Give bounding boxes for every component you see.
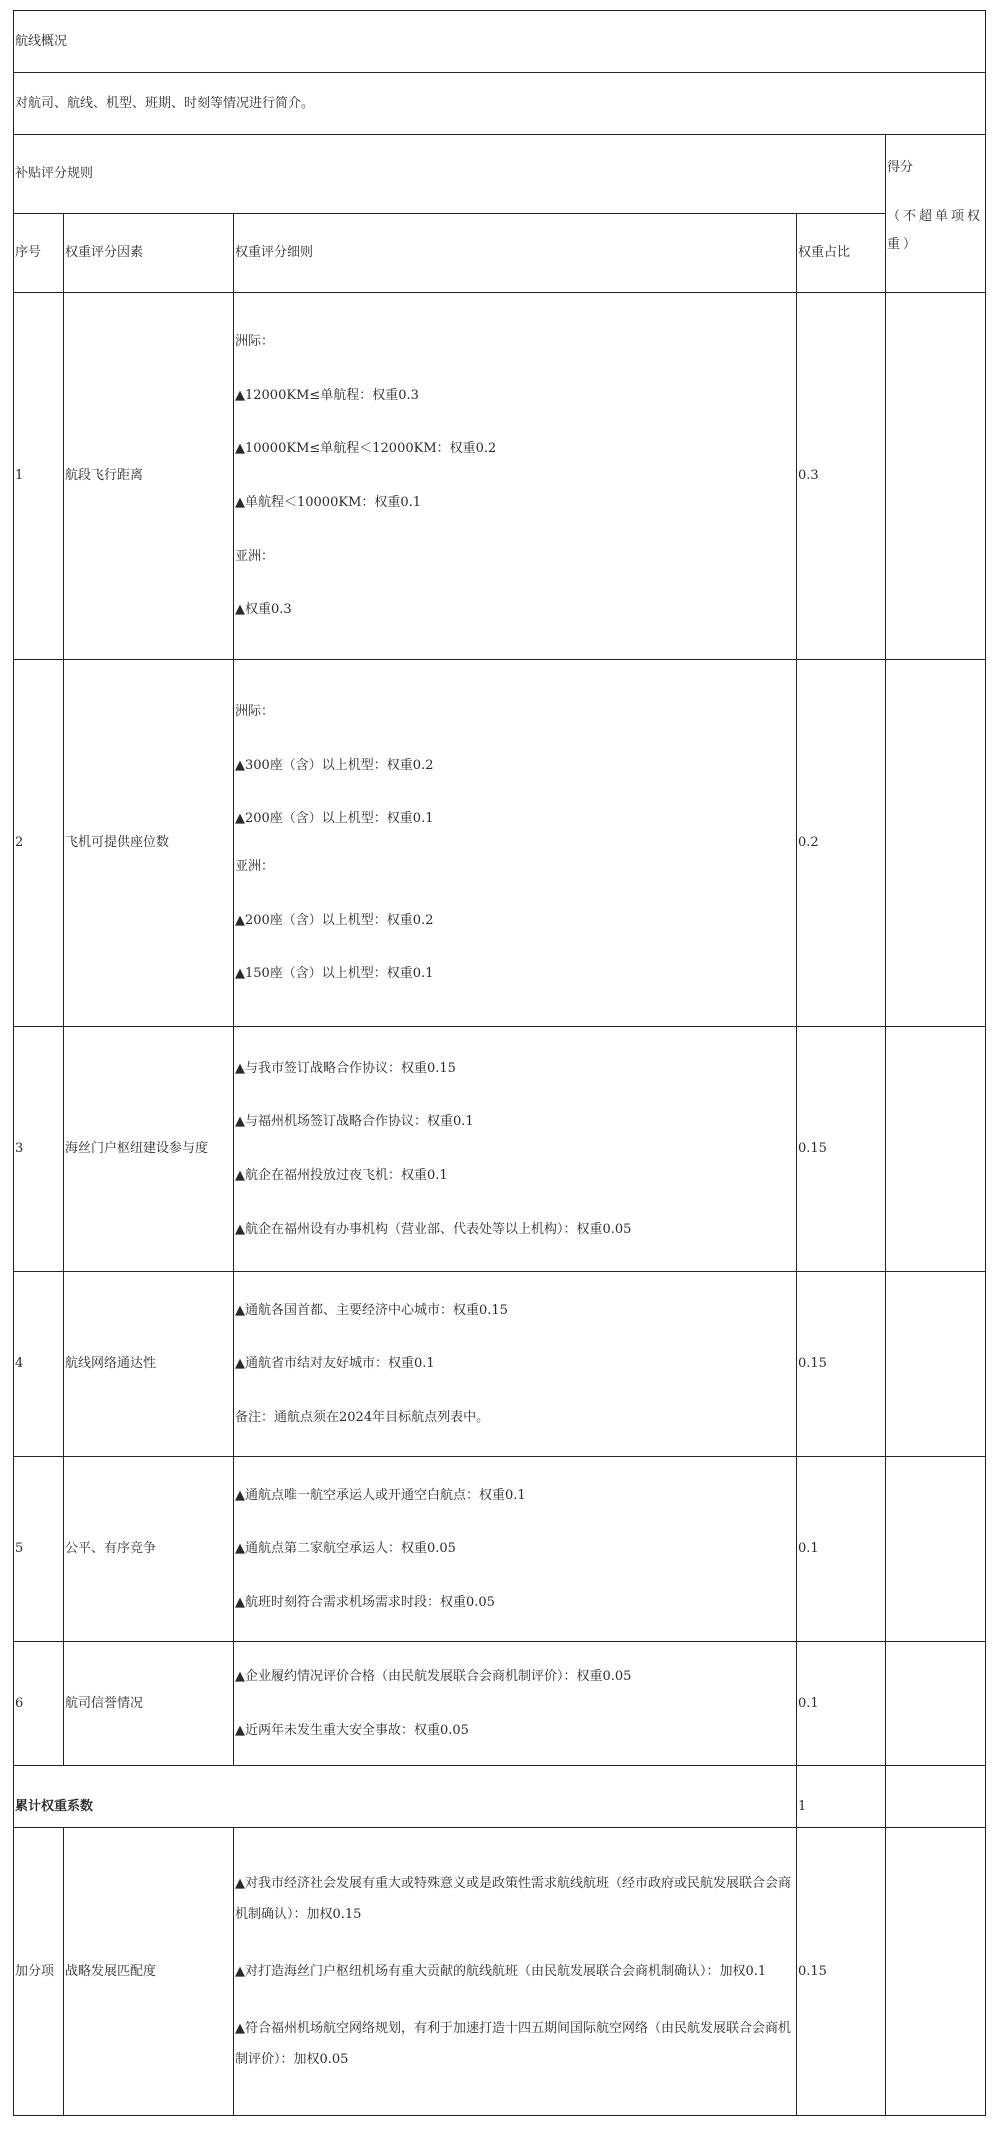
detail-line: 备注：通航点须在2024年目标航点列表中。 [235, 1409, 490, 1425]
detail-line: 洲际： [235, 704, 275, 720]
rules-table [13, 10, 986, 2116]
detail-line: ▲通航省市结对友好城市：权重0.1 [235, 1356, 435, 1372]
bonus-score [886, 1828, 986, 2116]
detail-line: ▲150座（含）以上机型：权重0.1 [235, 966, 434, 982]
row-ratio: 0.1 [797, 1457, 886, 1642]
col-header-ratio: 权重占比 [797, 214, 886, 293]
table-row [14, 1642, 986, 1766]
table-row [14, 1027, 986, 1272]
detail-line: ▲通航各国首都、主要经济中心城市：权重0.15 [235, 1302, 508, 1318]
detail-line: ▲通航点唯一航空承运人或开通空白航点：权重0.1 [235, 1487, 526, 1503]
score-note: （不超单项权重） [887, 208, 984, 253]
row-factor: 航司信誉情况 [64, 1642, 234, 1766]
bonus-row [14, 1828, 986, 2116]
row-score [886, 660, 986, 1027]
row-score [886, 1027, 986, 1272]
table-row [14, 1457, 986, 1642]
overview-text-row [14, 73, 986, 135]
detail-line: ▲12000KM≤单航程：权重0.3 [235, 387, 419, 403]
score-header: 得分 [887, 160, 914, 175]
detail-line: ▲200座（含）以上机型：权重0.1 [235, 811, 434, 827]
row-ratio: 0.15 [797, 1027, 886, 1272]
detail-line: ▲10000KM≤单航程＜12000KM：权重0.2 [235, 441, 497, 457]
detail-line: ▲航班时刻符合需求机场需求时段：权重0.05 [235, 1594, 495, 1610]
row-score [886, 1457, 986, 1642]
table-row [14, 1272, 986, 1457]
row-score [886, 1642, 986, 1766]
column-header-row [14, 214, 986, 293]
detail-line: 亚洲： [235, 548, 275, 564]
row-detail [234, 1027, 797, 1272]
row-detail [234, 1642, 797, 1766]
table-row [14, 293, 986, 660]
detail-line: ▲航企在福州设有办事机构（营业部、代表处等以上机构）：权重0.05 [235, 1221, 632, 1237]
row-factor: 航段飞行距离 [64, 293, 234, 660]
row-no: 1 [14, 293, 64, 660]
detail-line: ▲300座（含）以上机型：权重0.2 [235, 757, 434, 773]
row-ratio: 0.2 [797, 660, 886, 1027]
row-score [886, 293, 986, 660]
row-factor: 飞机可提供座位数 [64, 660, 234, 1027]
rules-title-row [14, 135, 986, 214]
overview-title-row [14, 11, 986, 73]
row-factor: 航线网络通达性 [64, 1272, 234, 1457]
row-detail [234, 293, 797, 660]
row-no: 4 [14, 1272, 64, 1457]
row-no: 6 [14, 1642, 64, 1766]
row-no: 5 [14, 1457, 64, 1642]
detail-line: ▲近两年未发生重大安全事故：权重0.05 [235, 1722, 469, 1738]
detail-line: ▲企业履约情况评价合格（由民航发展联合会商机制评价）：权重0.05 [235, 1668, 632, 1684]
row-detail [234, 1457, 797, 1642]
col-header-no: 序号 [14, 214, 64, 293]
row-detail [234, 1272, 797, 1457]
detail-line: ▲单航程＜10000KM：权重0.1 [235, 495, 422, 510]
row-factor: 海丝门户枢纽建设参与度 [64, 1027, 234, 1272]
row-no: 3 [14, 1027, 64, 1272]
table-row [14, 660, 986, 1027]
detail-line: ▲对打造海丝门户枢纽机场有重大贡献的航线航班（由民航发展联合会商机制确认）：加权0.1 [235, 1963, 767, 1979]
row-ratio: 0.1 [797, 1642, 886, 1766]
total-label: 累计权重系数 [14, 1766, 797, 1828]
detail-line: 洲际： [235, 334, 275, 350]
overview-text: 对航司、航线、机型、班期、时刻等情况进行简介。 [14, 73, 986, 135]
row-factor: 公平、有序竞争 [64, 1457, 234, 1642]
subsidy-rules-document [13, 10, 985, 2120]
overview-title: 航线概况 [14, 11, 986, 73]
detail-line: ▲通航点第二家航空承运人：权重0.05 [235, 1541, 456, 1557]
detail-line: ▲200座（含）以上机型：权重0.2 [235, 912, 434, 928]
total-score [886, 1766, 986, 1828]
bonus-no: 加分项 [14, 1828, 64, 2116]
row-score [886, 1272, 986, 1457]
row-ratio: 0.15 [797, 1272, 886, 1457]
total-row [14, 1766, 986, 1828]
row-ratio: 0.3 [797, 293, 886, 660]
bonus-detail [234, 1828, 797, 2116]
detail-line: ▲与我市签订战略合作协议：权重0.15 [235, 1060, 456, 1076]
col-header-detail: 权重评分细则 [234, 214, 797, 293]
detail-line: ▲航企在福州投放过夜飞机：权重0.1 [235, 1168, 448, 1183]
score-header-cell [886, 135, 986, 293]
col-header-factor: 权重评分因素 [64, 214, 234, 293]
detail-line: ▲与福州机场签订战略合作协议：权重0.1 [235, 1114, 474, 1130]
detail-line: ▲对我市经济社会发展有重大或特殊意义或是政策性需求航线航班（经市政府或民航发展联合会商机制确认）：加权0.15 [235, 1875, 791, 1922]
bonus-factor: 战略发展匹配度 [64, 1828, 234, 2116]
total-value: 1 [797, 1766, 886, 1828]
detail-line: ▲权重0.3 [235, 602, 292, 618]
rules-title: 补贴评分规则 [14, 135, 886, 214]
row-detail [234, 660, 797, 1027]
bonus-ratio: 0.15 [797, 1828, 886, 2116]
row-no: 2 [14, 660, 64, 1027]
detail-line: 亚洲： [235, 859, 275, 874]
detail-line: ▲符合福州机场航空网络规划，有利于加速打造十四五期间国际航空网络（由民航发展联合会商机制评价）：加权0.05 [235, 2021, 791, 2068]
